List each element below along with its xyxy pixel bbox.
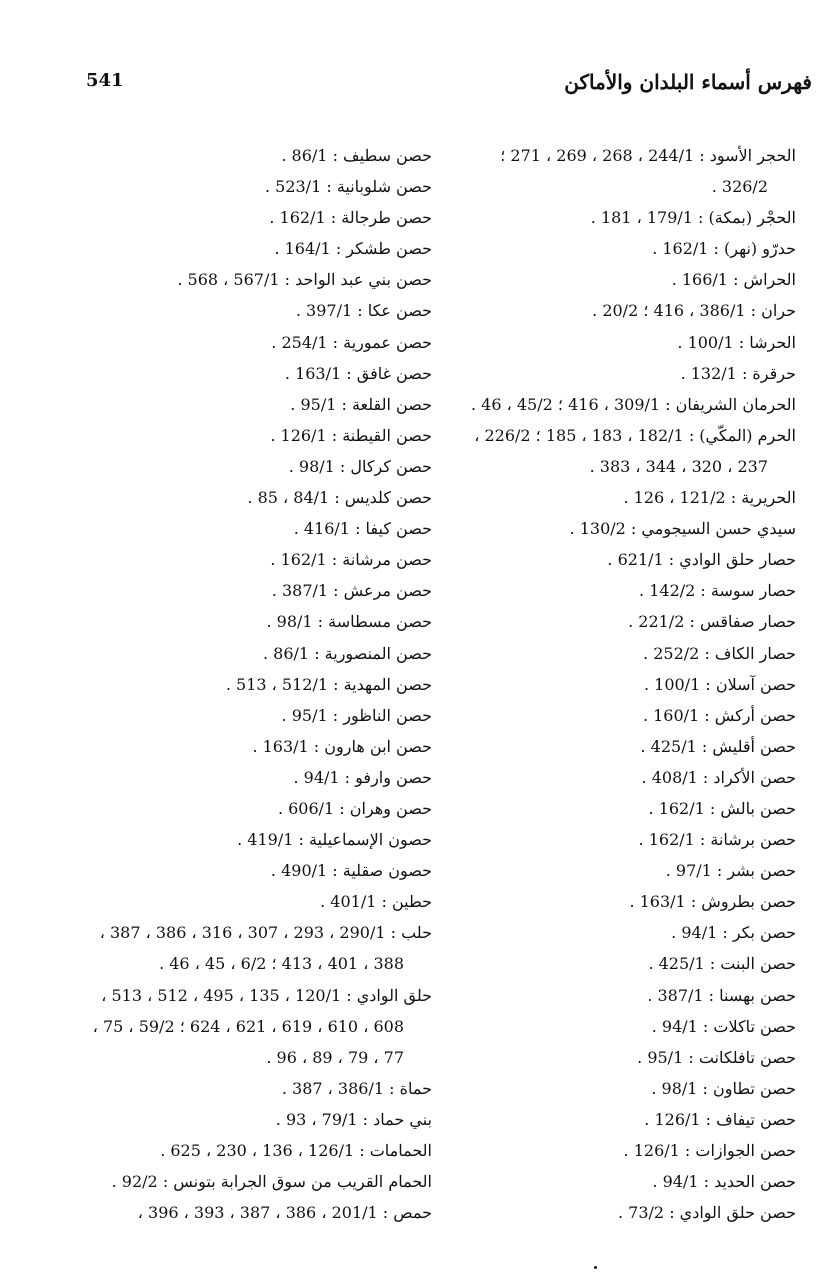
- index-entry: حصن بهسنا : 387/1 .: [647, 985, 796, 1005]
- index-entry: الحجر الأسود : 244/1 ، 268 ، 269 ، 271 ؛: [500, 146, 796, 165]
- index-entry: حصن بطروش : 163/1 .: [629, 892, 796, 912]
- index-entry: حران : 386/1 ، 416 ؛ 20/2 .: [592, 301, 796, 321]
- index-entry: حصار صفاقس : 221/2 .: [628, 612, 796, 632]
- index-entry: الحمام القريب من سوق الجرابة بتونس : 92/2 .: [111, 1172, 432, 1192]
- index-entry: حصن أقليش : 425/1 .: [640, 736, 796, 756]
- index-entry-continuation: 608 ، 610 ، 619 ، 621 ، 624 ؛ 59/2 ، 75 ،: [92, 1016, 404, 1036]
- index-entry: حصن تاكلات : 94/1 .: [651, 1016, 796, 1036]
- index-entry-continuation: 326/2 .: [711, 177, 768, 197]
- index-entry: حصن الأكراد : 408/1 .: [641, 767, 796, 787]
- index-entry: حصن القلعة : 95/1 .: [290, 394, 432, 414]
- index-entry: حصن عكا : 397/1 .: [295, 301, 432, 321]
- index-entry: الحمامات : 126/1 ، 136 ، 230 ، 625 .: [160, 1141, 432, 1160]
- index-entry: حصن تافلكانت : 95/1 .: [637, 1047, 796, 1067]
- index-entry: حدرّو (نهر) : 162/1 .: [652, 239, 796, 259]
- index-entry: حمص : 201/1 ، 386 ، 387 ، 393 ، 396 ،: [137, 1203, 432, 1223]
- index-entry: حصن وهران : 606/1 .: [277, 798, 432, 818]
- page-title: فهرس أسماء البلدان والأماكن: [564, 70, 812, 94]
- index-entry: حماة : 386/1 ، 387 .: [281, 1078, 432, 1098]
- index-column-right: [456, 140, 796, 1228]
- index-entry: حصن بكر : 94/1 .: [671, 923, 796, 943]
- index-entry: الحرشا : 100/1 .: [677, 332, 796, 352]
- index-entry: حصن عمورية : 254/1 .: [271, 332, 432, 352]
- footer-dot: [594, 1266, 597, 1269]
- index-entry: بني حماد : 79/1 ، 93 .: [275, 1109, 432, 1129]
- index-column-left: [60, 140, 432, 1228]
- index-entry: حصن ابن هارون : 163/1 .: [252, 736, 432, 756]
- index-entry: حصن طشكر : 164/1 .: [274, 239, 432, 259]
- index-entry: حصار الكاف : 252/2 .: [643, 643, 796, 663]
- index-entry: الحرمان الشريفان : 309/1 ، 416 ؛ 45/2 ، 46 .: [471, 394, 796, 414]
- index-entry: حصن القيطنة : 126/1 .: [270, 425, 432, 445]
- index-entry: حصن كيفا : 416/1 .: [293, 519, 432, 539]
- index-entry: حصون صقلية : 490/1 .: [270, 861, 432, 881]
- index-entry: حصن تطاون : 98/1 .: [651, 1078, 796, 1098]
- index-entry: حصن مرشانة : 162/1 .: [270, 550, 432, 570]
- index-entry: حصن وارفو : 94/1 .: [293, 767, 432, 787]
- index-entry: حصار سوسة : 142/2 .: [639, 581, 796, 601]
- index-entry: حصن مسطاسة : 98/1 .: [266, 612, 432, 632]
- index-entry: حصن شلوبانية : 523/1 .: [264, 177, 432, 197]
- index-entry: حصن بالش : 162/1 .: [648, 798, 796, 818]
- index-entry: حصن كلديس : 84/1 ، 85 .: [247, 488, 432, 508]
- index-entry: حرقرة : 132/1 .: [680, 363, 796, 383]
- index-entry: حصن كركال : 98/1 .: [288, 456, 432, 476]
- index-entry: حصن بني عبد الواحد : 567/1 ، 568 .: [177, 270, 432, 290]
- index-entry: الحراش : 166/1 .: [671, 270, 796, 290]
- index-entry: حصن المنصورية : 86/1 .: [263, 643, 432, 663]
- index-entry: حصن غافق : 163/1 .: [284, 363, 432, 383]
- index-entry: حصن الحديد : 94/1 .: [652, 1172, 796, 1192]
- index-entry-continuation: 77 ، 79 ، 89 ، 96 .: [266, 1047, 404, 1067]
- page-number: 541: [86, 70, 124, 91]
- index-entry: حصن بشر : 97/1 .: [665, 861, 796, 881]
- index-entry: حصن آسلان : 100/1 .: [643, 674, 796, 694]
- index-entry: حصن برشانة : 162/1 .: [638, 830, 796, 850]
- index-entry: حصن حلق الوادي : 73/2 .: [618, 1203, 796, 1223]
- index-entry: حطين : 401/1 .: [320, 892, 432, 912]
- index-entry: حصن الجوازات : 126/1 .: [623, 1141, 796, 1160]
- index-entry: حلب : 290/1 ، 293 ، 307 ، 316 ، 386 ، 387 ،: [99, 923, 432, 943]
- index-entry: حلق الوادي : 120/1 ، 135 ، 495 ، 512 ، 513 ،: [101, 985, 432, 1005]
- index-entry: حصن أركش : 160/1 .: [642, 705, 796, 725]
- index-entry: الحريرية : 121/2 ، 126 .: [623, 488, 796, 508]
- index-entry: سيدي حسن السيجومي : 130/2 .: [569, 519, 796, 539]
- index-entry: حصن سطيف : 86/1 .: [281, 146, 432, 165]
- index-entry: حصن تيفاف : 126/1 .: [644, 1109, 796, 1129]
- index-entry: الحجْر (بمكة) : 179/1 ، 181 .: [590, 208, 796, 228]
- index-entry-continuation: 388 ، 401 ، 413 ؛ 6/2 ، 45 ، 46 .: [159, 954, 404, 974]
- index-entry: حصون الإسماعيلية : 419/1 .: [237, 830, 432, 850]
- index-entry: حصن الناظور : 95/1 .: [281, 705, 432, 725]
- index-entry: الحرم (المكّي) : 182/1 ، 183 ، 185 ؛ 226/2 ،: [474, 425, 796, 445]
- index-entry: حصن طرجالة : 162/1 .: [269, 208, 432, 228]
- index-entry: حصن مرعش : 387/1 .: [271, 581, 432, 601]
- index-entry: حصن المهدية : 512/1 ، 513 .: [225, 674, 432, 694]
- index-entry: حصار حلق الوادي : 621/1 .: [607, 550, 796, 570]
- index-entry: حصن البنت : 425/1 .: [648, 954, 796, 974]
- index-entry-continuation: 237 ، 320 ، 344 ، 383 .: [589, 456, 768, 476]
